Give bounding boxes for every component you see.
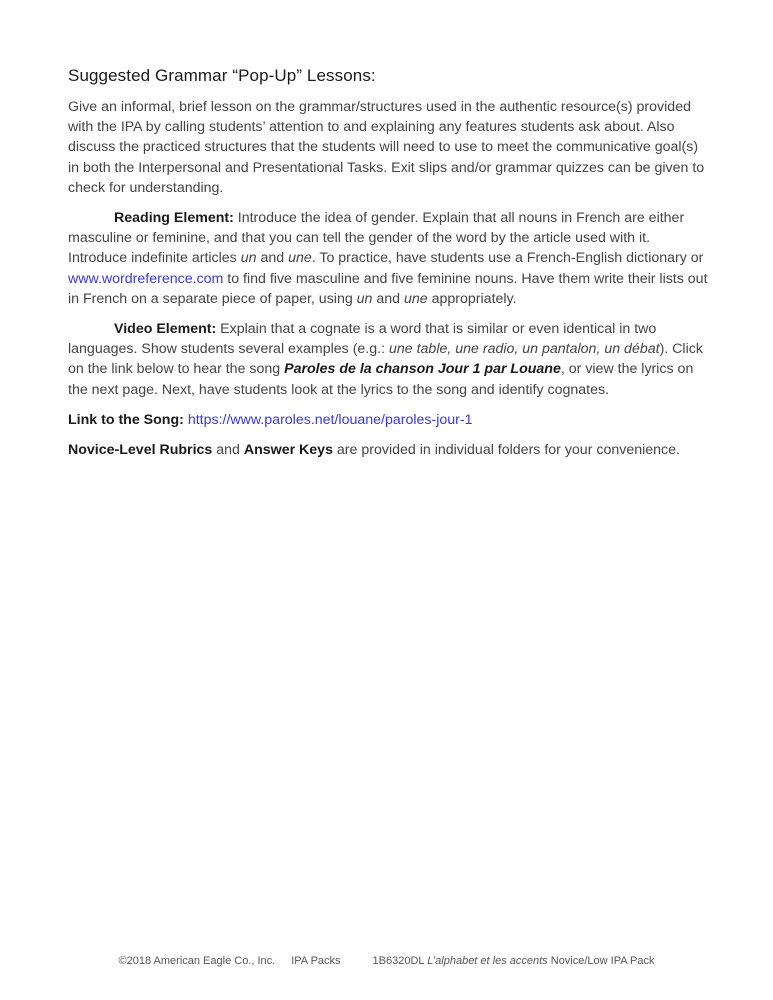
text: appropriately. (427, 290, 517, 307)
answer-keys-label: Answer Keys (243, 442, 333, 459)
rubrics-paragraph (68, 440, 713, 460)
text: ). Click on the link below to hear the song (68, 341, 703, 378)
text: and (212, 442, 244, 459)
song-title: Paroles de la chanson Jour 1 par Louane (284, 361, 561, 378)
song-link-label: Link to the Song: (68, 411, 184, 428)
page-footer (0, 955, 773, 967)
song-link[interactable]: https://www.paroles.net/louane/paroles-jour-1 (187, 411, 473, 428)
italic-text: une (404, 290, 428, 307)
text: . To practice, have students use a French-English dictionary or (311, 250, 704, 267)
italic-text: un (240, 250, 257, 267)
reading-element-paragraph (68, 208, 713, 309)
footer-title: L’alphabet et les accents (427, 955, 548, 967)
italic-text: un (356, 290, 373, 307)
italic-text: une (288, 250, 312, 267)
reading-element-label: Reading Element: (114, 210, 234, 227)
rubrics-label: Novice-Level Rubrics (68, 442, 213, 459)
text: to find five masculine and five feminine nouns. Have them write their lists out in French on a separate piece of paper, using (68, 270, 708, 307)
footer-series: IPA Packs (291, 955, 341, 967)
text: Introduce the idea of gender. Explain that all nouns in French are either masculine or feminine, and that you can tell the gender of the word by the article used with it. Introduce indefinite articles (68, 210, 685, 267)
footer-level: Novice/Low IPA Pack (547, 955, 655, 967)
text: and (256, 250, 289, 267)
footer-code: 1B6320DL (372, 955, 425, 967)
text: Explain that a cognate is a word that is similar or even identical in two languages. Show students several examples (e.g.: (68, 321, 657, 358)
footer-copyright: ©2018 American Eagle Co., Inc. (118, 955, 276, 967)
video-element-paragraph (68, 319, 713, 400)
text: and (372, 290, 405, 307)
intro-paragraph: Give an informal, brief lesson on the grammar/structures used in the authentic resource(s) provided with the IPA by calling students’ attention to and explaining any features students ask about. Also discuss the practiced structures that the students will need to use to meet the communicative goal(s) in both the Interpersonal and Presentational Tasks. Exit slips and/or grammar quizzes can be given to check for understanding. (68, 99, 705, 196)
document-page (68, 64, 713, 470)
section-heading: Suggested Grammar “Pop-Up” Lessons: (68, 66, 376, 85)
text: are provided in individual folders for your convenience. (332, 442, 680, 459)
wordreference-link[interactable]: www.wordreference.com (68, 270, 224, 287)
text: , or view the lyrics on the next page. Next, have students look at the lyrics to the song and identify cognates. (68, 361, 694, 398)
italic-text: une table, une radio, un pantalon, un débat (388, 341, 660, 358)
song-link-paragraph (68, 410, 713, 430)
video-element-label: Video Element: (114, 321, 217, 338)
